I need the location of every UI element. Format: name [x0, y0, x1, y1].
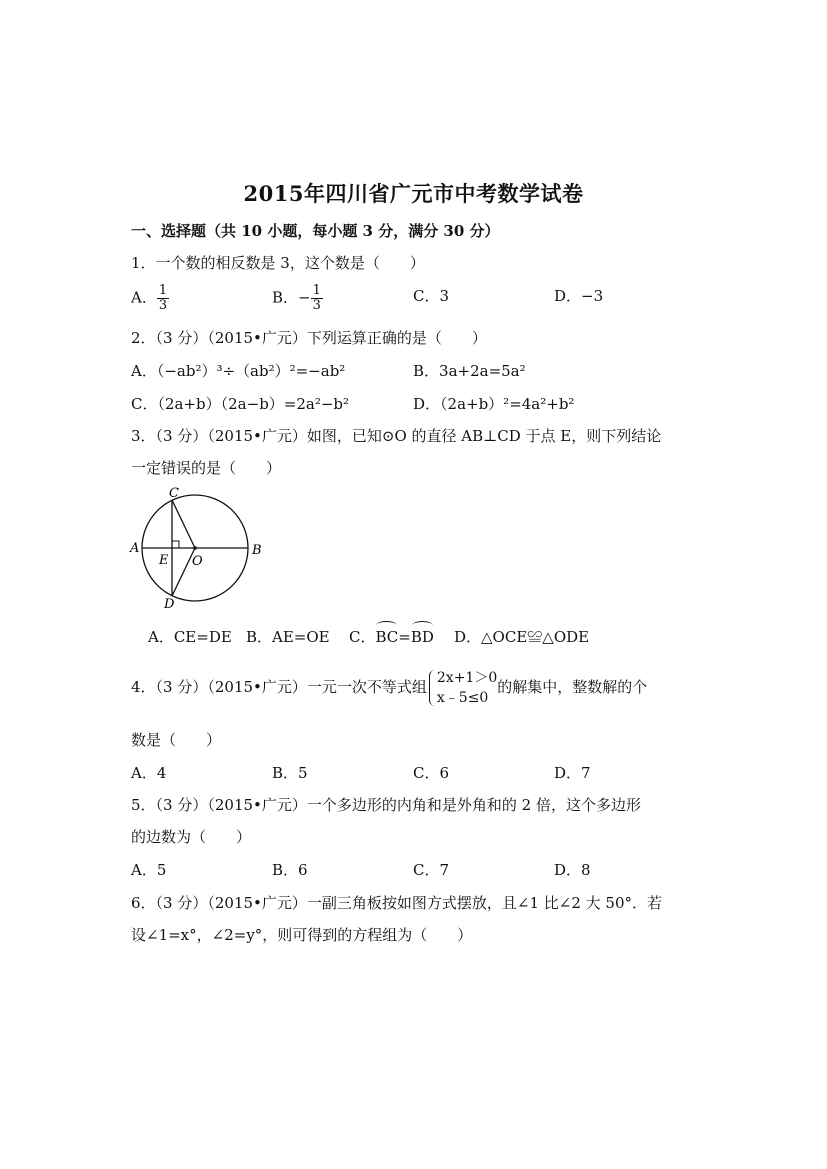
q6-stem-line1: 6．（3 分）（2015•广元）一副三角板按如图方式摆放，且∠1 比∠2 大 50°．若	[131, 894, 662, 912]
q1-stem: 1．一个数的相反数是 3，这个数是（ ）	[131, 254, 425, 272]
q4-option-a: A．4	[131, 764, 167, 782]
q4-option-d: D．7	[554, 764, 591, 782]
q4-stem-line2: 数是（ ）	[131, 731, 222, 749]
center-point	[193, 546, 197, 550]
label-e: E	[159, 553, 169, 568]
inequality-system: 2x+1＞0 x﹣5≤0	[427, 668, 497, 708]
q2-option-b: B．3a+2a=5a²	[413, 362, 526, 380]
q5-stem-line1: 5．（3 分）（2015•广元）一个多边形的内角和是外角和的 2 倍，这个多边形	[131, 796, 641, 814]
circle-diagram	[128, 484, 268, 614]
label-c: C	[169, 486, 179, 501]
q5-option-d: D．8	[554, 861, 591, 879]
q2-option-c: C．（2a+b）（2a−b）=2a²−b²	[131, 395, 350, 413]
q6-stem-line2: 设∠1=x°，∠2=y°，则可得到的方程组为（ ）	[131, 926, 473, 944]
section-heading: 一、选择题（共 10 小题，每小题 3 分，满分 30 分）	[131, 222, 500, 240]
label-a: A	[130, 541, 140, 556]
q2-option-a: A．（−ab²）³÷（ab²）²=−ab²	[131, 362, 346, 380]
q5-stem-line2: 的边数为（ ）	[131, 828, 252, 846]
q5-option-b: B．6	[272, 861, 308, 879]
page-title: 2015年四川省广元市中考数学试卷	[243, 181, 584, 206]
q5-option-a: A．5	[131, 861, 167, 879]
q3-option-d: D．△OCE≌△ODE	[454, 628, 590, 646]
q2-option-d: D．（2a+b）²=4a²+b²	[413, 395, 575, 413]
q2-stem: 2．（3 分）（2015•广元）下列运算正确的是（ ）	[131, 329, 487, 347]
label-o: O	[192, 554, 203, 569]
label-d: D	[164, 597, 175, 612]
q4-option-c: C．6	[413, 764, 450, 782]
q3-option-b: B．AE=OE	[246, 628, 330, 646]
q1-option-a: A． $\frac{1}{3}$	[131, 283, 168, 313]
q1-option-c: C．3	[413, 287, 450, 305]
q5-option-c: C．7	[413, 861, 450, 879]
q4-stem-line1: 4．（3 分）（2015•广元）一元一次不等式组 2x+1＞0 x﹣5≤0 的解集中，整数解的个	[131, 670, 648, 706]
q1-option-d: D．−3	[554, 287, 604, 305]
label-b: B	[252, 543, 262, 558]
q3-stem-line2: 一定错误的是（ ）	[131, 459, 282, 477]
q3-option-c: C．BC=BD	[349, 628, 434, 646]
q4-option-b: B．5	[272, 764, 308, 782]
q3-option-a: A．CE=DE	[148, 628, 232, 646]
q3-stem-line1: 3．（3 分）（2015•广元）如图，已知⊙O 的直径 AB⊥CD 于点 E，则下列结论	[131, 427, 662, 445]
q1-option-b: B．− $\frac{1}{3}$	[272, 283, 321, 313]
right-angle-mark	[172, 541, 179, 548]
